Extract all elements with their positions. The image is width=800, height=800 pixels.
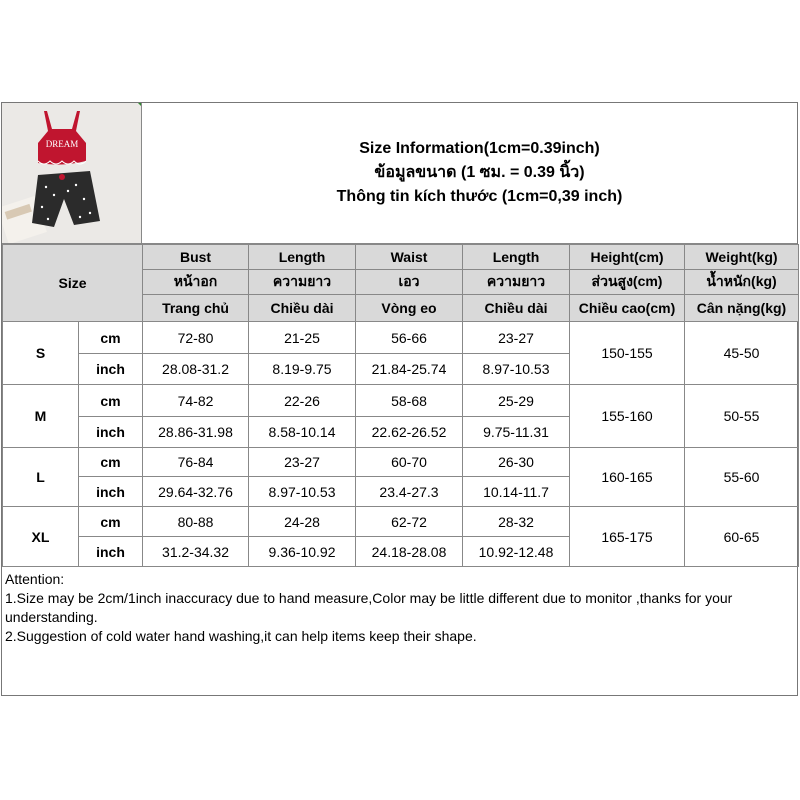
col-weight-en: Weight(kg) — [685, 245, 799, 270]
bust-cell: 29.64-32.76 — [143, 477, 249, 507]
title-thai: ข้อมูลขนาด (1 ซม. = 0.39 นิ้ว) — [374, 164, 585, 181]
attention-note-1-continued: understanding. — [5, 609, 98, 625]
pajama-set-image — [2, 103, 142, 244]
col-length2-en: Length — [463, 245, 570, 270]
length2-cell: 28-32 — [463, 507, 570, 537]
col-waist-en: Waist — [356, 245, 463, 270]
col-length1-vi: Chiều dài — [249, 295, 356, 322]
unit-cell: inch — [79, 354, 143, 385]
product-photo — [2, 103, 142, 244]
size-chart-sheet — [1, 102, 798, 696]
height-cell: 155-160 — [570, 385, 685, 448]
bust-cell: 80-88 — [143, 507, 249, 537]
attention-note-1: 1.Size may be 2cm/1inch inaccuracy due to hand measure,Color may be little different due to monitor ,thanks for your — [5, 590, 733, 606]
header-row-english — [3, 245, 799, 270]
length2-cell: 8.97-10.53 — [463, 354, 570, 385]
attention-title: Attention: — [5, 571, 65, 587]
col-weight-th: น้ำหนัก(kg) — [685, 270, 799, 295]
waist-cell: 56-66 — [356, 322, 463, 354]
col-weight-vi: Cân nặng(kg) — [685, 295, 799, 322]
table-row — [3, 385, 799, 417]
length1-cell: 9.36-10.92 — [249, 537, 356, 567]
waist-cell: 22.62-26.52 — [356, 417, 463, 448]
bust-cell: 31.2-34.32 — [143, 537, 249, 567]
col-height-th: ส่วนสูง(cm) — [570, 270, 685, 295]
print-dream-text: DREAM — [45, 139, 79, 149]
height-cell: 160-165 — [570, 448, 685, 507]
col-height-en: Height(cm) — [570, 245, 685, 270]
unit-cell: cm — [79, 507, 143, 537]
col-bust-en: Bust — [143, 245, 249, 270]
col-waist-th: เอว — [356, 270, 463, 295]
title-english: Size Information(1cm=0.39inch) — [359, 140, 600, 157]
weight-cell: 45-50 — [685, 322, 799, 385]
length1-cell: 23-27 — [249, 448, 356, 477]
size-header: Size — [3, 245, 143, 322]
table-row — [3, 448, 799, 477]
length2-cell: 10.92-12.48 — [463, 537, 570, 567]
title-vietnamese: Thông tin kích thước (1cm=0,39 inch) — [336, 188, 623, 205]
size-cell: M — [3, 385, 79, 448]
col-height-vi: Chiều cao(cm) — [570, 295, 685, 322]
size-cell: S — [3, 322, 79, 385]
bust-cell: 76-84 — [143, 448, 249, 477]
waist-cell: 60-70 — [356, 448, 463, 477]
col-length2-th: ความยาว — [463, 270, 570, 295]
unit-cell: cm — [79, 448, 143, 477]
col-length2-vi: Chiều dài — [463, 295, 570, 322]
col-length1-en: Length — [249, 245, 356, 270]
col-bust-vi: Trang chủ — [143, 295, 249, 322]
bust-cell: 28.86-31.98 — [143, 417, 249, 448]
length2-cell: 23-27 — [463, 322, 570, 354]
table-row — [3, 322, 799, 354]
attention-notes — [2, 568, 797, 695]
length2-cell: 10.14-11.7 — [463, 477, 570, 507]
height-cell: 165-175 — [570, 507, 685, 567]
unit-cell: cm — [79, 322, 143, 354]
length2-cell: 9.75-11.31 — [463, 417, 570, 448]
bust-cell: 74-82 — [143, 385, 249, 417]
col-length1-th: ความยาว — [249, 270, 356, 295]
length1-cell: 22-26 — [249, 385, 356, 417]
height-cell: 150-155 — [570, 322, 685, 385]
length1-cell: 8.58-10.14 — [249, 417, 356, 448]
waist-cell: 21.84-25.74 — [356, 354, 463, 385]
table-row — [3, 507, 799, 537]
bust-cell: 72-80 — [143, 322, 249, 354]
unit-cell: cm — [79, 385, 143, 417]
waist-cell: 23.4-27.3 — [356, 477, 463, 507]
waist-cell: 62-72 — [356, 507, 463, 537]
unit-cell: inch — [79, 537, 143, 567]
length1-cell: 21-25 — [249, 322, 356, 354]
waist-cell: 24.18-28.08 — [356, 537, 463, 567]
col-waist-vi: Vòng eo — [356, 295, 463, 322]
length1-cell: 24-28 — [249, 507, 356, 537]
col-bust-th: หน้าอก — [143, 270, 249, 295]
length1-cell: 8.19-9.75 — [249, 354, 356, 385]
weight-cell: 60-65 — [685, 507, 799, 567]
waist-cell: 58-68 — [356, 385, 463, 417]
length2-cell: 26-30 — [463, 448, 570, 477]
attention-note-2: 2.Suggestion of cold water hand washing,it can help items keep their shape. — [5, 628, 477, 644]
length1-cell: 8.97-10.53 — [249, 477, 356, 507]
size-cell: XL — [3, 507, 79, 567]
size-information-title — [142, 103, 797, 244]
size-table — [2, 244, 799, 567]
unit-cell: inch — [79, 417, 143, 448]
bust-cell: 28.08-31.2 — [143, 354, 249, 385]
length2-cell: 25-29 — [463, 385, 570, 417]
weight-cell: 55-60 — [685, 448, 799, 507]
size-cell: L — [3, 448, 79, 507]
weight-cell: 50-55 — [685, 385, 799, 448]
unit-cell: inch — [79, 477, 143, 507]
